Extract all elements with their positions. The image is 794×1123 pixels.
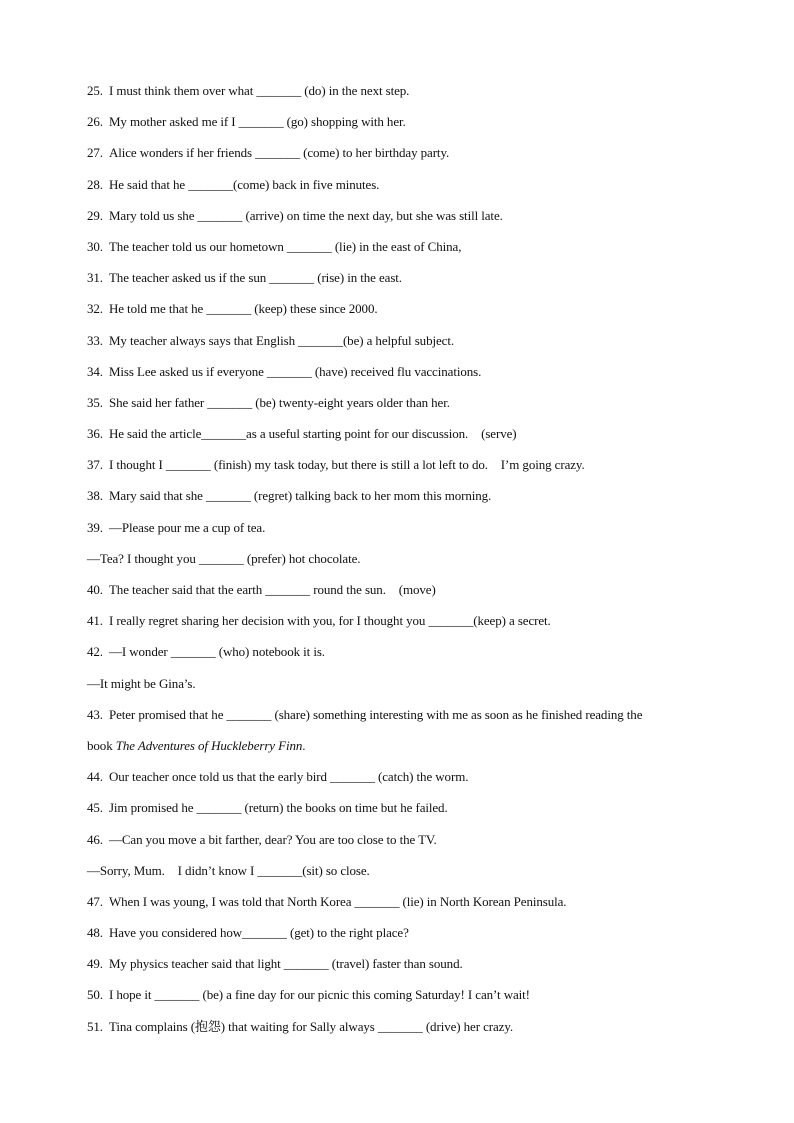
exercise-line (87, 579, 717, 610)
exercise-text: My physics teacher said that light _______ (travel) faster than sound. (108, 956, 463, 972)
exercise-number: 39. (87, 519, 103, 535)
book-title: The Adventures of Huckleberry Finn (115, 737, 303, 753)
exercise-line (87, 610, 717, 641)
exercise-text: He said that he _______(come) back in five minutes. (108, 176, 380, 192)
exercise-line (87, 236, 717, 267)
exercise-text: The teacher told us our hometown _______ (lie) in the east of China, (108, 238, 462, 254)
exercise-text: I thought I _______ (finish) my task today, but there is still a lot left to do. I’m going crazy. (108, 457, 585, 473)
exercise-number: 33. (87, 332, 103, 348)
exercise-text: —Can you move a bit farther, dear? You are too close to the TV. (108, 831, 437, 847)
exercise-text: I must think them over what _______ (do) in the next step. (108, 83, 410, 98)
exercise-line (87, 142, 717, 173)
exercise-number: 35. (87, 394, 103, 410)
sentence-end: . (302, 737, 306, 753)
exercise-number: 41. (87, 613, 103, 629)
exercise-line (87, 797, 717, 828)
exercise-text: Miss Lee asked us if everyone _______ (have) received flu vaccinations. (108, 363, 482, 379)
exercise-number: 29. (87, 207, 103, 223)
exercise-text: Jim promised he _______ (return) the books on time but he failed. (108, 800, 448, 816)
exercise-line (87, 704, 717, 735)
exercise-line (87, 205, 717, 236)
exercise-line (87, 80, 717, 111)
exercise-number: 32. (87, 301, 103, 317)
exercise-number: 37. (87, 457, 103, 473)
exercise-line (87, 517, 717, 548)
exercise-text: Have you considered how_______ (get) to the right place? (108, 925, 409, 941)
exercise-continuation-line (87, 673, 717, 704)
exercise-number: 47. (87, 893, 103, 909)
exercise-line (87, 454, 717, 485)
exercise-text: I hope it _______ (be) a fine day for our picnic this coming Saturday! I can’t wait! (108, 987, 530, 1003)
exercise-text: He told me that he _______ (keep) these since 2000. (108, 301, 378, 317)
exercise-line (87, 829, 717, 860)
exercise-text: book (87, 737, 116, 753)
exercise-text: Alice wonders if her friends _______ (come) to her birthday party. (108, 145, 450, 161)
exercise-number: 45. (87, 800, 103, 816)
exercise-line (87, 392, 717, 423)
exercise-number: 36. (87, 426, 103, 442)
exercise-line (87, 174, 717, 205)
exercise-number: 30. (87, 238, 103, 254)
exercise-text: —It might be Gina’s. (87, 675, 196, 691)
exercise-text: He said the article_______as a useful starting point for our discussion. (serve) (108, 426, 517, 442)
exercise-text: —Please pour me a cup of tea. (108, 519, 266, 535)
exercise-number: 25. (87, 83, 103, 98)
exercise-text: Mary told us she _______ (arrive) on time the next day, but she was still late. (108, 207, 503, 223)
exercise-number: 40. (87, 582, 103, 597)
exercise-line (87, 361, 717, 392)
exercise-text: Mary said that she _______ (regret) talking back to her mom this morning. (108, 488, 492, 504)
exercise-number: 42. (87, 644, 103, 660)
exercise-text: My mother asked me if I _______ (go) shopping with her. (108, 114, 406, 130)
exercise-text: She said her father _______ (be) twenty-eight years older than her. (108, 394, 450, 410)
exercise-text: —Sorry, Mum. I didn’t know I _______(sit) so close. (87, 862, 370, 878)
exercise-text: Tina complains (抱怨) that waiting for Sally always _______ (drive) her crazy. (108, 1018, 514, 1034)
exercise-line (87, 953, 717, 984)
exercise-number: 48. (87, 925, 103, 941)
exercise-text: Peter promised that he _______ (share) something interesting with me as soon as he finished reading the (108, 706, 643, 722)
exercise-text: Our teacher once told us that the early bird _______ (catch) the worm. (108, 769, 469, 785)
exercise-line (87, 298, 717, 329)
exercise-line (87, 485, 717, 516)
exercise-number: 34. (87, 363, 103, 379)
exercise-line (87, 111, 717, 142)
exercise-number: 50. (87, 987, 103, 1003)
exercise-text: I really regret sharing her decision with you, for I thought you _______(keep) a secret. (108, 613, 551, 629)
exercise-number: 43. (87, 706, 103, 722)
exercise-continuation-line (87, 860, 717, 891)
exercise-text: —I wonder _______ (who) notebook it is. (108, 644, 325, 660)
exercise-line (87, 330, 717, 361)
exercise-text: When I was young, I was told that North Korea _______ (lie) in North Korean Peninsula. (108, 893, 567, 909)
exercise-line (87, 423, 717, 454)
exercise-text: The teacher asked us if the sun _______ (rise) in the east. (108, 270, 402, 286)
exercise-number: 49. (87, 956, 103, 972)
exercise-line (87, 766, 717, 797)
exercise-text: My teacher always says that English _______(be) a helpful subject. (108, 332, 454, 348)
exercise-number: 27. (87, 145, 103, 161)
exercise-continuation-line (87, 548, 717, 579)
exercise-number: 44. (87, 769, 103, 785)
exercise-number: 51. (87, 1018, 103, 1034)
exercise-line (87, 1016, 717, 1047)
exercise-number: 26. (87, 114, 103, 130)
exercise-number: 31. (87, 270, 103, 286)
exercise-number: 38. (87, 488, 103, 504)
exercise-line (87, 267, 717, 298)
exercise-number: 28. (87, 176, 103, 192)
exercise-list (87, 80, 717, 1047)
exercise-continuation-line (87, 735, 717, 766)
exercise-line (87, 922, 717, 953)
exercise-text: —Tea? I thought you _______ (prefer) hot chocolate. (87, 550, 361, 566)
exercise-line (87, 641, 717, 672)
exercise-line (87, 984, 717, 1015)
exercise-number: 46. (87, 831, 103, 847)
exercise-text: The teacher said that the earth _______ round the sun. (move) (108, 582, 436, 597)
exercise-line (87, 891, 717, 922)
